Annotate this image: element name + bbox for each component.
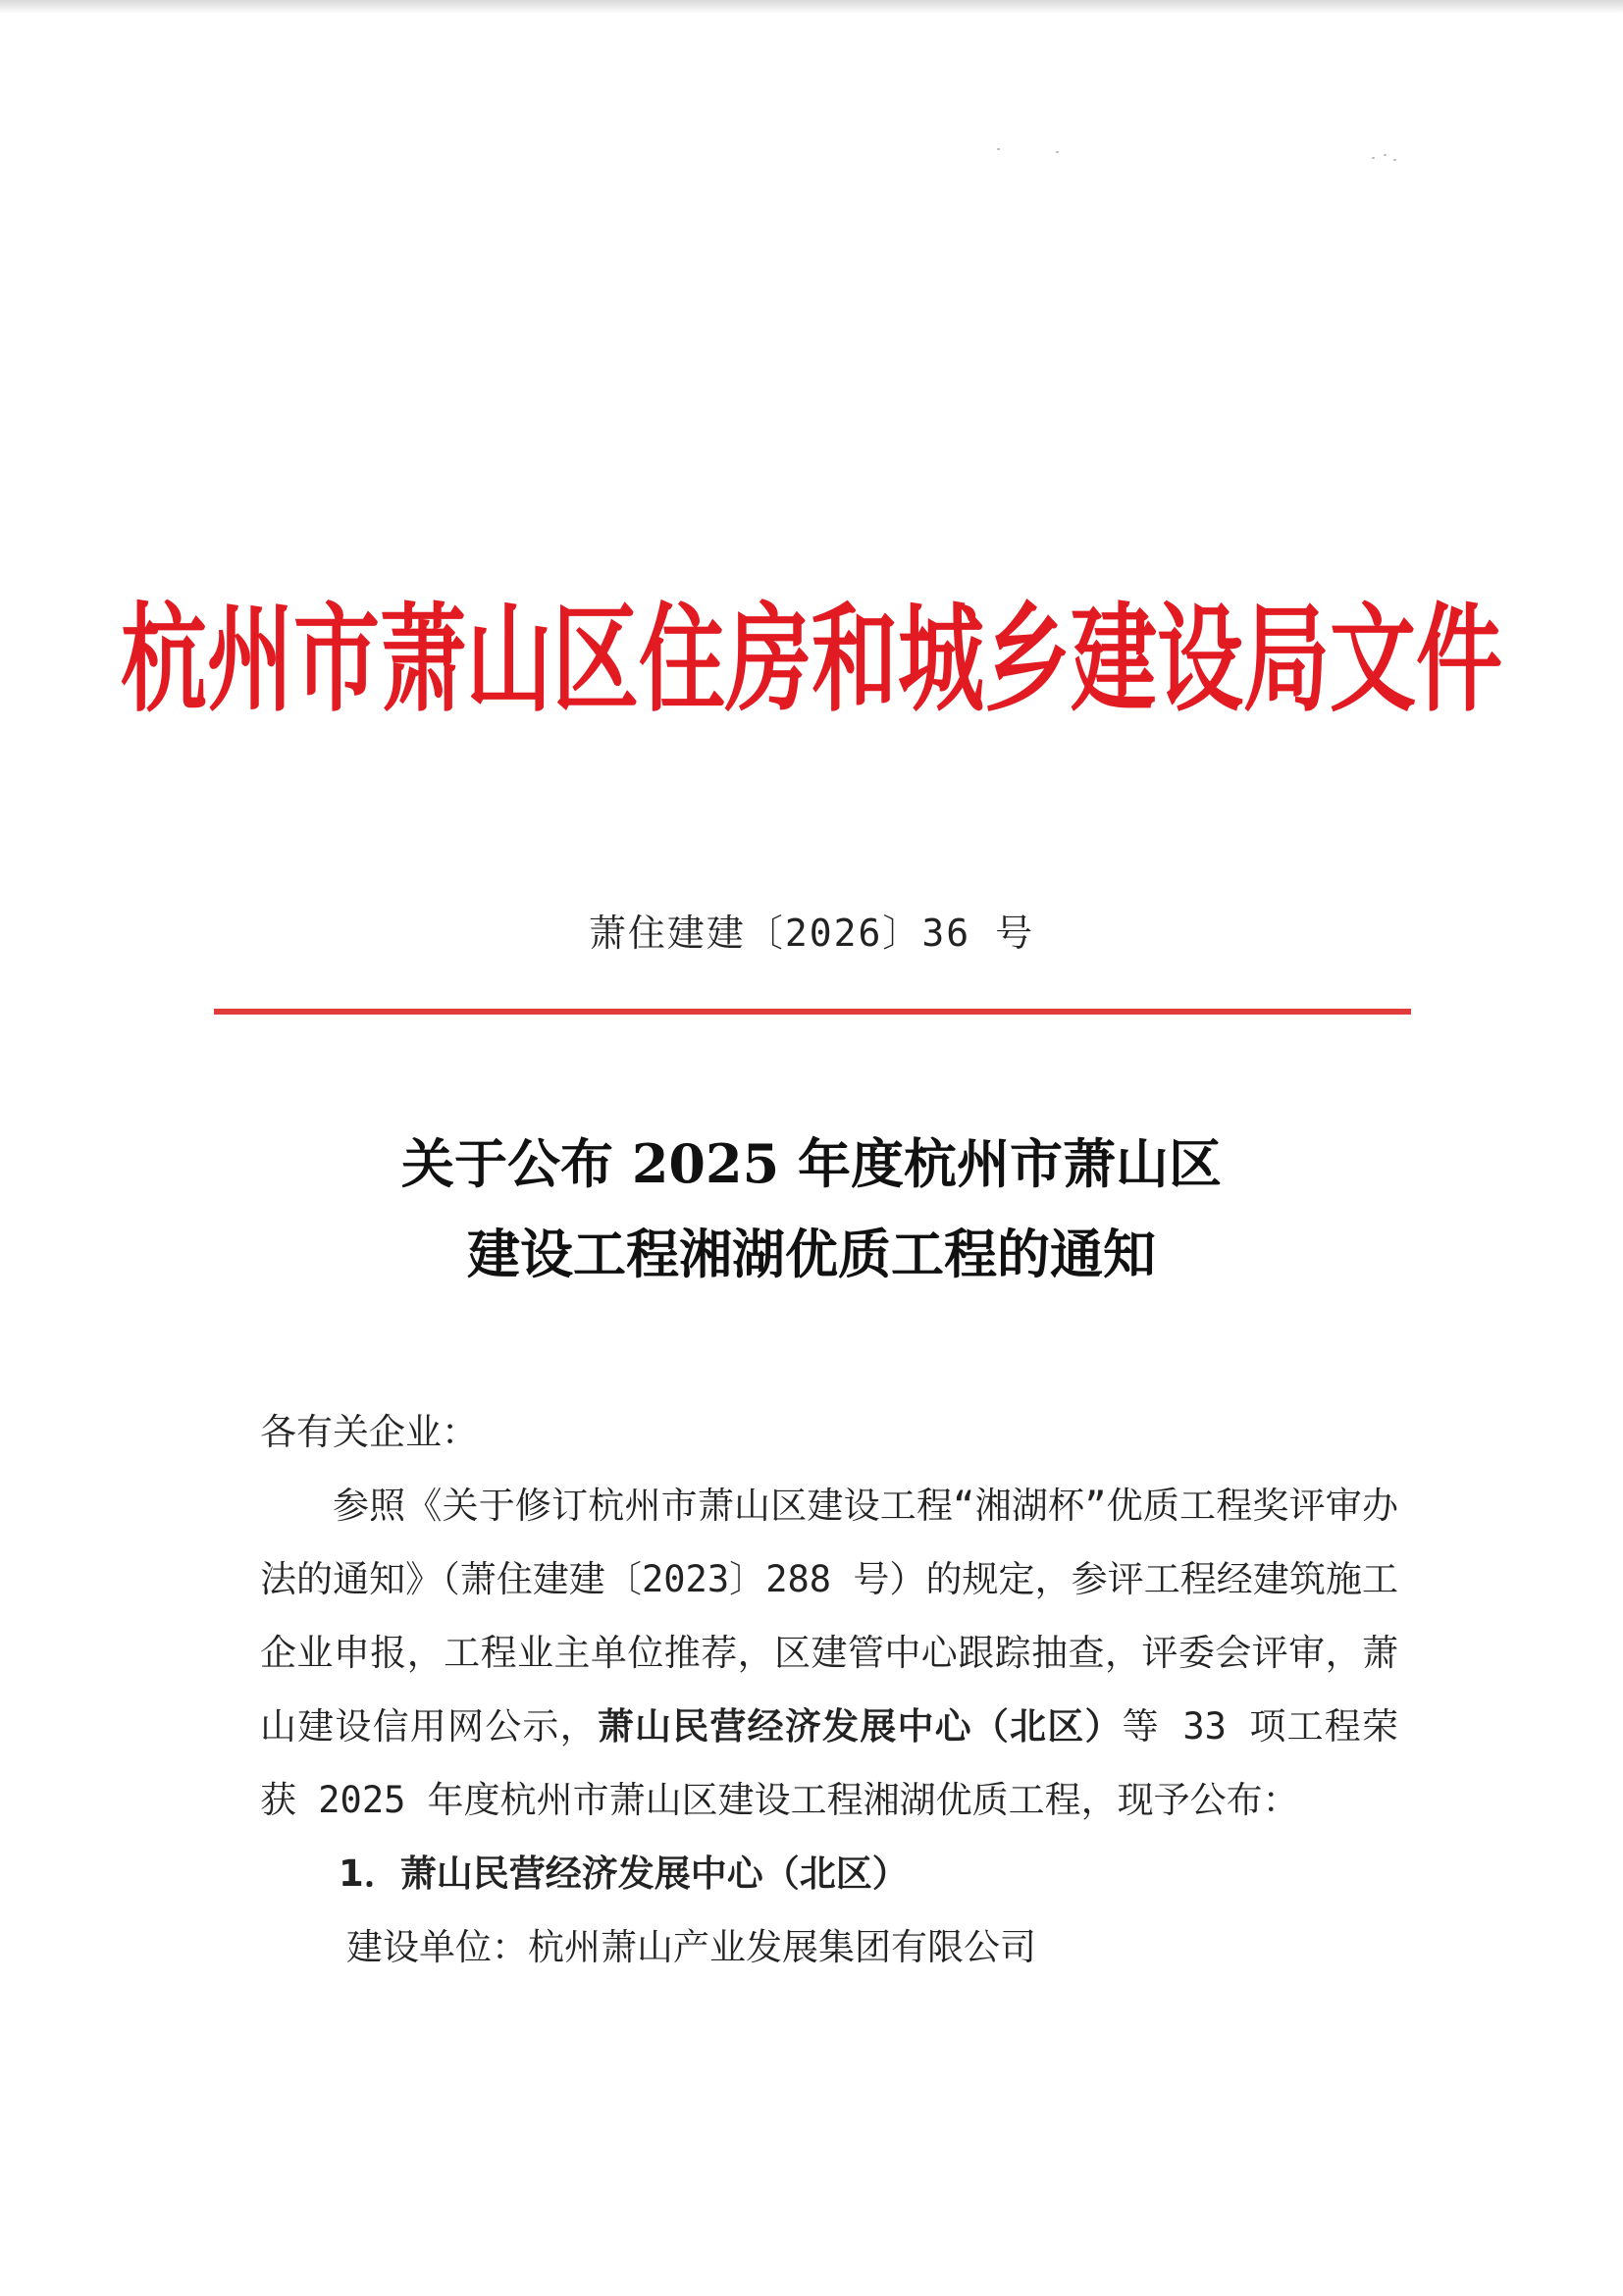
scan-speck: [1384, 154, 1387, 156]
notice-title: [226, 1119, 1397, 1299]
paragraph-text-end: 等 33 项工程荣获 2025 年度杭州市萧山区建设工程湘湖优质工程，现予公布：: [260, 1705, 1398, 1821]
scan-speck: [1372, 157, 1375, 159]
paragraph-text-start: 参照《关于修订杭州市萧山区建设工程“湘湖杯”优质工程奖评审办法的通知》（萧住建建〔2023〕288 号）的规定，参评工程经建筑施工企业申报，工程业主单位推荐，区建管中心跟踪抽查，评委会评审，萧山建设信用网公示，: [260, 1485, 1398, 1748]
project-item-1-builder: 建设单位：杭州萧山产业发展集团有限公司: [346, 1926, 1036, 1968]
scan-speck: [1056, 151, 1059, 153]
scan-speck: [997, 148, 1000, 150]
red-divider-line: [214, 1009, 1411, 1015]
salutation: 各有关企业：: [260, 1411, 478, 1453]
notice-title-line-1: 关于公布 2025 年度杭州市萧山区: [401, 1132, 1222, 1195]
notice-title-line-2: 建设工程湘湖优质工程的通知: [467, 1223, 1156, 1285]
notice-body: [260, 1395, 1398, 1984]
document-number: 萧住建建〔2026〕36 号: [588, 912, 1035, 955]
highlighted-project-name: 萧山民营经济发展中心（北区）: [597, 1705, 1123, 1748]
project-item-1-title: 1．萧山民营经济发展中心（北区）: [339, 1852, 909, 1895]
scan-speck: [1393, 159, 1396, 161]
main-paragraph: [260, 1469, 1398, 1837]
scan-top-edge: [0, 0, 1623, 14]
agency-masthead: 杭州市萧山区住房和城乡建设局文件: [121, 590, 1503, 727]
